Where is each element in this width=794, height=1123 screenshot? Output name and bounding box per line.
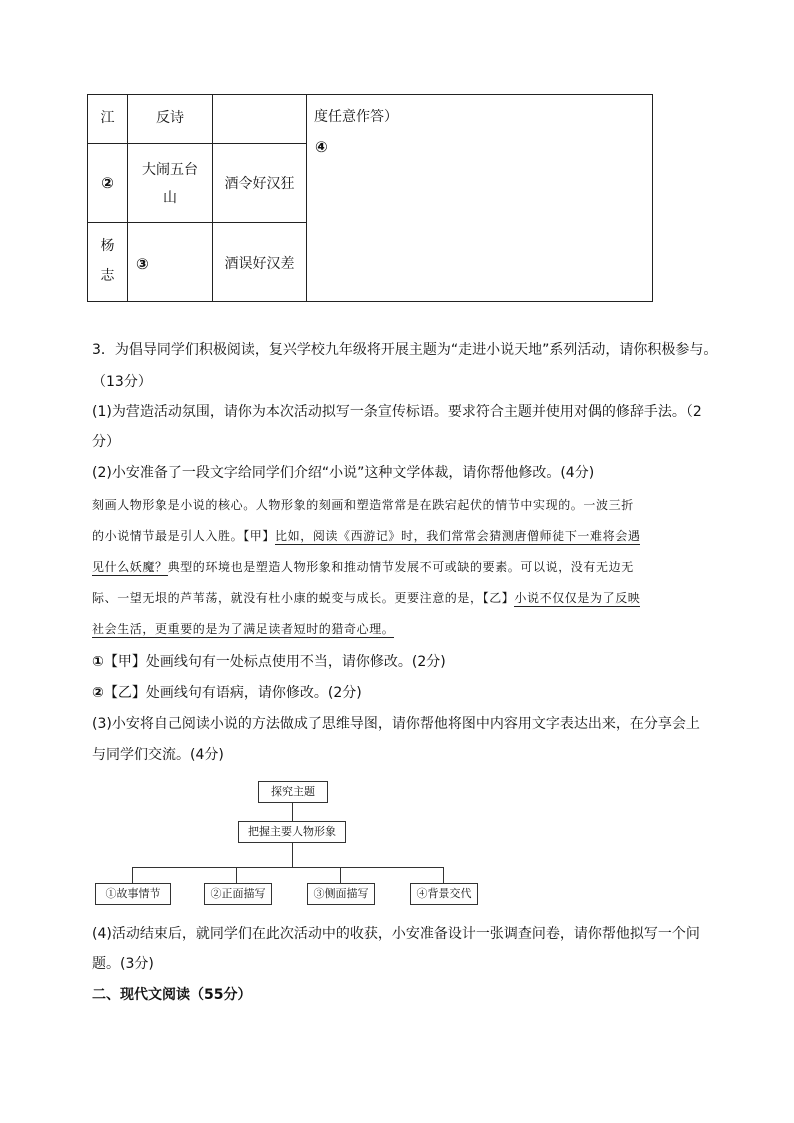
sub-question-text: 【乙】处画线句有语病，请你修改。(2分) [103, 685, 362, 701]
table-cell: 志 [100, 268, 115, 284]
underlined-sentence-jia: 见什么妖魔？ [92, 560, 168, 574]
diagram-connector [132, 867, 443, 868]
circled-number: ② [92, 685, 104, 701]
section-2-title: 二、现代文阅读（55分） [92, 987, 252, 1003]
diagram-leaf: ③侧面描写 [307, 883, 375, 905]
diagram-node-mid: 把握主要人物形象 [238, 821, 346, 843]
underlined-sentence-yi: 小说不仅仅是为了反映 [514, 591, 641, 605]
sub-question-3: (3)小安将自己阅读小说的方法做成了思维导图，请你帮他将图中内容用文字表达出来，在分享会上 [92, 716, 700, 732]
sub-question-4: (4)活动结束后，就同学们在此次活动中的收获，小安准备设计一张调查问卷，请你帮他拟写一个问 [92, 926, 700, 942]
sub-question-2-2 [92, 683, 362, 703]
diagram-connector [132, 867, 133, 883]
passage-line: 刻画人物形象是小说的核心。人物形象的刻画和塑造常常是在跌宕起伏的情节中实现的。一波三折 [92, 498, 634, 512]
underlined-sentence-jia: 比如，阅读《西游记》时，我们常常会猜测唐僧师徒下一难将会遇 [275, 529, 641, 543]
table-answer-mark: ④ [315, 138, 328, 156]
passage-text: 典型的环境也是塑造人物形象和推动情节发展不可或缺的要素。可以说，没有无边无 [167, 560, 634, 574]
sub-question-3-cont: 与同学们交流。(4分) [92, 747, 224, 763]
passage-line [92, 588, 640, 608]
table-cell: 大闹五台 [142, 162, 198, 178]
diagram-connector [236, 867, 237, 883]
sub-question-2: (2)小安准备了一段文字给同学们介绍“小说”这种文学体裁，请你帮他修改。(4分) [92, 465, 595, 481]
sub-question-text: 【甲】处画线句有一处标点使用不当，请你修改。(2分) [103, 654, 446, 670]
diagram-node-top: 探究主题 [258, 781, 328, 803]
sub-question-4-cont: 题。(3分) [92, 956, 154, 972]
answer-table [87, 94, 653, 302]
table-divider [88, 143, 306, 144]
underlined-sentence-yi: 社会生活，更重要的是为了满足读者短时的猎奇心理。 [92, 622, 395, 636]
table-divider [306, 95, 307, 301]
sub-question-1: (1)为营造活动氛围，请你为本次活动拟写一条宣传标语。要求符合主题并使用对偶的修辞手法。（2 [92, 404, 702, 420]
table-answer-text: 度任意作答） [314, 109, 398, 125]
table-cell: 反诗 [156, 110, 184, 126]
table-divider [88, 222, 306, 223]
diagram-leaf: ①故事情节 [95, 883, 171, 905]
sub-question-2-1 [92, 652, 446, 672]
table-cell: 酒误好汉差 [224, 256, 295, 272]
circled-number: ① [92, 654, 104, 670]
table-cell-mark: ③ [136, 255, 149, 273]
table-cell: 江 [100, 110, 115, 126]
passage-line [92, 526, 640, 546]
table-cell: 杨 [100, 238, 115, 254]
diagram-leaf: ④背景交代 [410, 883, 478, 905]
question-3-intro: 3．为倡导同学们积极阅读，复兴学校九年级将开展主题为“走进小说天地”系列活动，请你积极参与。 [92, 342, 718, 358]
passage-text: 的小说情节最是引人入胜。【甲】 [92, 529, 276, 543]
diagram-connector [340, 867, 341, 883]
table-cell: 酒令好汉狂 [224, 176, 295, 192]
diagram-leaf: ②正面描写 [204, 883, 272, 905]
table-cell: 山 [163, 190, 177, 206]
table-cell-mark: ② [101, 174, 114, 192]
sub-question-1-cont: 分） [92, 434, 120, 450]
question-3-score: （13分） [92, 374, 152, 390]
diagram-connector [292, 803, 293, 821]
passage-line [92, 619, 394, 639]
diagram-connector [292, 843, 293, 867]
diagram-connector [443, 867, 444, 883]
passage-line [92, 557, 634, 577]
passage-text: 际、一望无垠的芦苇荡，就没有杜小康的蜕变与成长。更要注意的是，【乙】 [92, 591, 515, 605]
